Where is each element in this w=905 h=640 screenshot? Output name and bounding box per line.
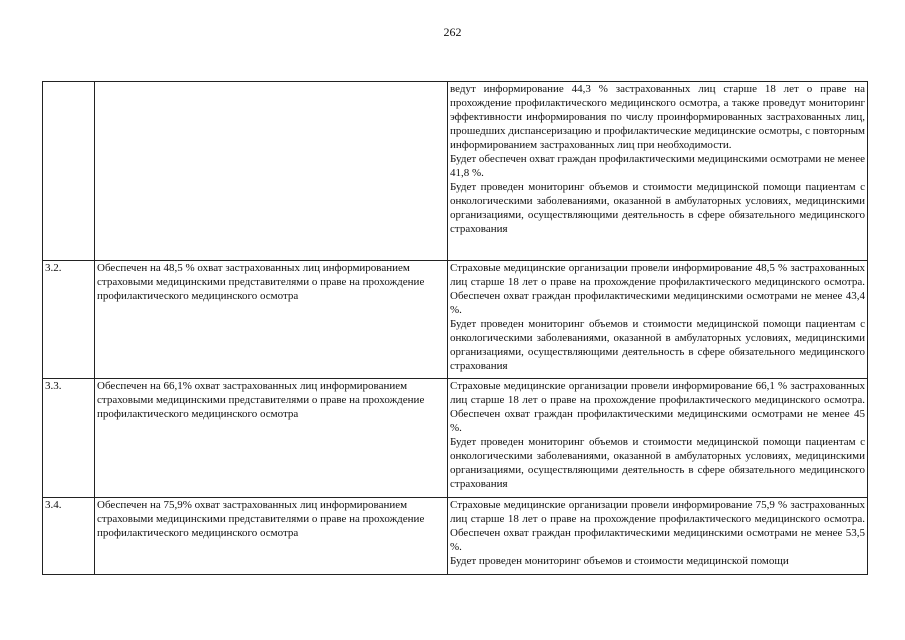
table-row — [43, 379, 868, 498]
description-paragraph: Будет проведен мониторинг объемов и стоимости медицинской помощи пациентам с онкологическими заболеваниями, оказанной в амбулаторных условиях, медицинскими организациями, осуществляющими деятельность в сфере обязательного медицинского страхования — [450, 181, 865, 235]
page-number: 262 — [443, 25, 462, 39]
row-number: 3.3. — [43, 379, 95, 498]
description-paragraph: Будет обеспечен охват граждан профилактическими медицинскими осмотрами не менее 41,8 %. — [450, 153, 865, 179]
description-paragraph: Страховые медицинские организации провели информирование 75,9 % застрахованных лиц старше 18 лет о праве на прохождение профилактического медицинского осмотра. Обеспечен охват граждан профилактическими медицинскими осмотрами не менее 53,5 %. — [450, 499, 865, 553]
description-cell — [448, 82, 868, 261]
description-paragraph: ведут информирование 44,3 % застрахованных лиц старше 18 лет о праве на прохождение профилактического медицинского осмотра, а также проведут мониторинг эффективности информирования по числу проинформированных застрахованных лиц, прошедших диспансеризацию и профилактические медицинские осмотры, с повторным информированием застрахованных лиц при необходимости. — [450, 83, 865, 151]
table-row — [43, 82, 868, 261]
measures-table — [42, 81, 868, 575]
table-row — [43, 261, 868, 379]
goal-cell: Обеспечен на 48,5 % охват застрахованных лиц информированием страховыми медицинскими представителями о праве на прохождение профилактического медицинского осмотра — [95, 261, 448, 379]
description-paragraph: Страховые медицинские организации провели информирование 48,5 % застрахованных лиц старше 18 лет о праве на прохождение профилактического медицинского осмотра. Обеспечен охват граждан профилактическими медицинскими осмотрами не менее 43,4 %. — [450, 262, 865, 316]
description-paragraph: Будет проведен мониторинг объемов и стоимости медицинской помощи пациентам с онкологическими заболеваниями, оказанной в амбулаторных условиях, медицинскими организациями, осуществляющими деятельность в сфере обязательного медицинского страхования — [450, 436, 865, 490]
goal-cell: Обеспечен на 75,9% охват застрахованных лиц информированием страховыми медицинскими представителями о праве на прохождение профилактического медицинского осмотра — [95, 498, 448, 575]
description-paragraph: Будет проведен мониторинг объемов и стоимости медицинской помощи пациентам с онкологическими заболеваниями, оказанной в амбулаторных условиях, медицинскими организациями, осуществляющими деятельность в сфере обязательного медицинского страхования — [450, 318, 865, 372]
description-cell — [448, 261, 868, 379]
description-paragraph: Страховые медицинские организации провели информирование 66,1 % застрахованных лиц старше 18 лет о праве на прохождение профилактического медицинского осмотра. Обеспечен охват граждан профилактическими медицинскими осмотрами не менее 45 %. — [450, 380, 865, 434]
table-row — [43, 498, 868, 575]
row-number: 3.4. — [43, 498, 95, 575]
description-paragraph: Будет проведен мониторинг объемов и стоимости медицинской помощи — [450, 555, 789, 567]
row-number: 3.2. — [43, 261, 95, 379]
goal-cell: Обеспечен на 66,1% охват застрахованных лиц информированием страховыми медицинскими представителями о праве на прохождение профилактического медицинского осмотра — [95, 379, 448, 498]
description-cell — [448, 379, 868, 498]
row-number — [43, 82, 95, 261]
description-cell — [448, 498, 868, 575]
goal-cell — [95, 82, 448, 261]
